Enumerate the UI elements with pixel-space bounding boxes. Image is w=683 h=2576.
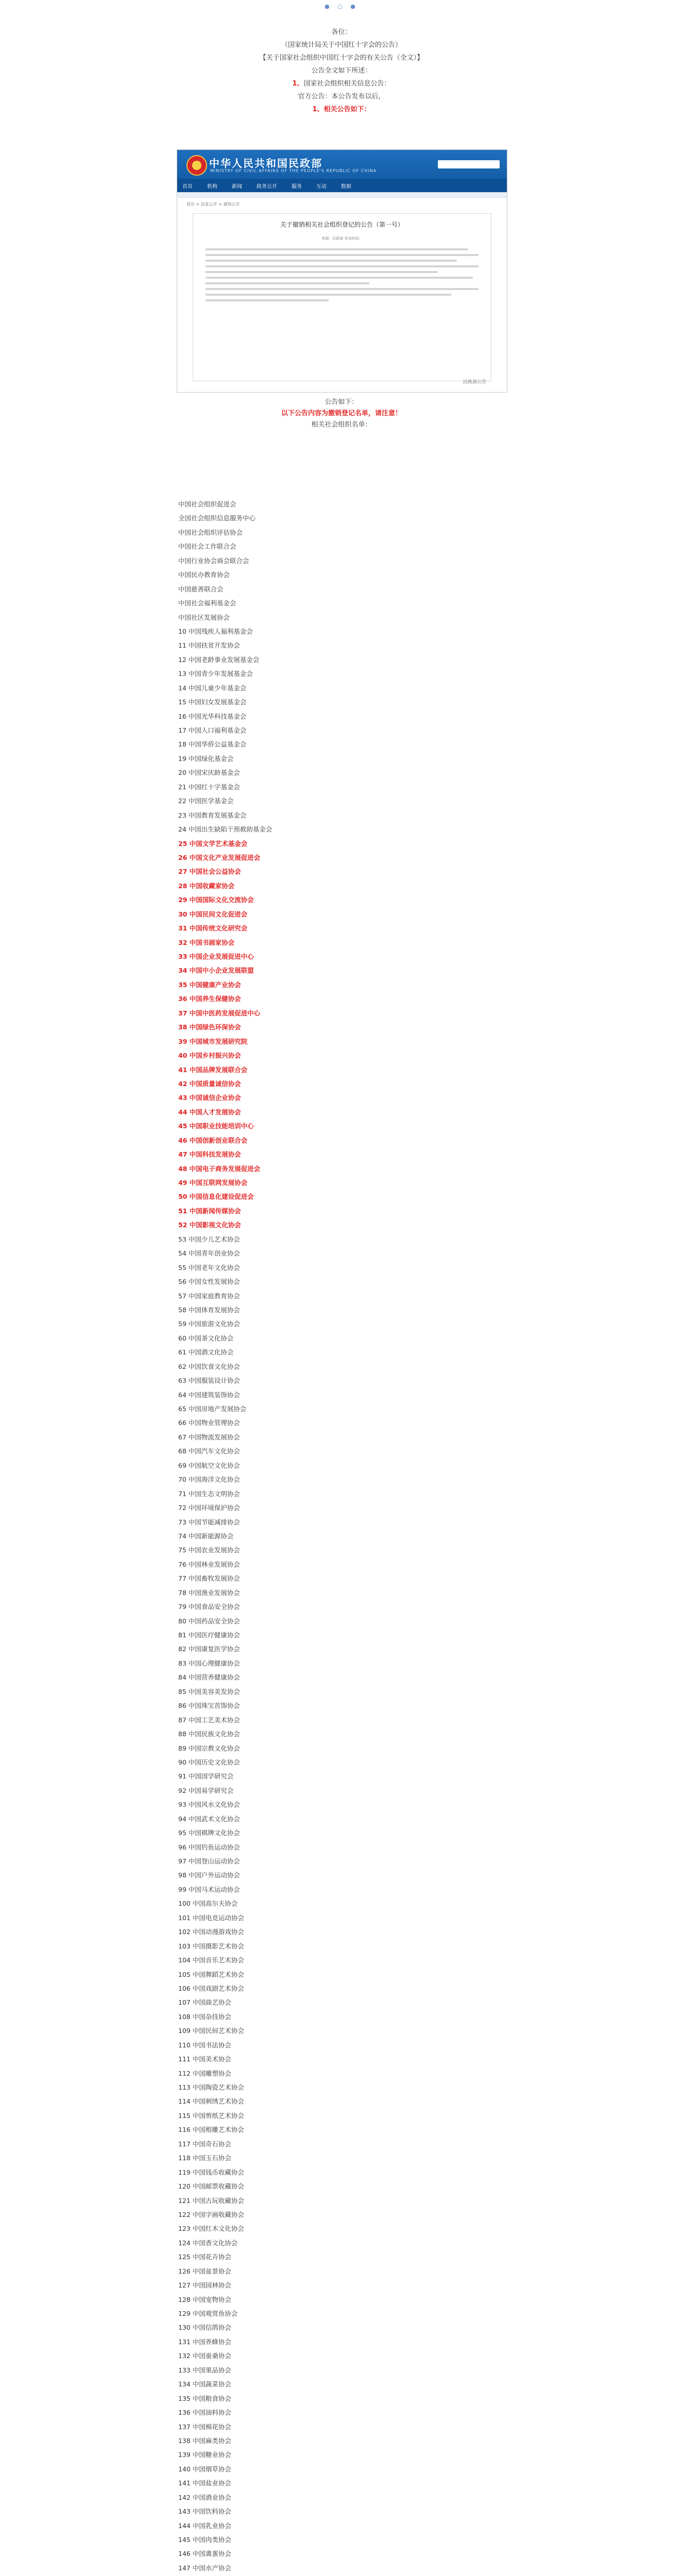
list-item: 73 中国节能减排协会 [178,1518,240,1526]
list-item: 83 中国心理健康协会 [178,1659,240,1667]
list-item: 43 中国诚信企业协会 [178,1094,241,1102]
list-item: 125 中国花卉协会 [178,2253,231,2261]
list-item: 94 中国武术文化协会 [178,1815,240,1823]
list-item: 137 中国棉花协会 [178,2422,231,2431]
gov-site-subtitle: MINISTRY OF CIVIL AFFAIRS OF THE PEOPLE'S REPUBLIC OF CHINA [210,168,377,173]
list-item: 138 中国麻类协会 [178,2436,231,2445]
gov-doc-title: 关于撤销相关社会组织登记的公告（第一号） [280,221,404,228]
list-item: 110 中国书法协会 [178,2041,231,2049]
list-item: 136 中国油料协会 [178,2409,231,2417]
list-item: 84 中国营养健康协会 [178,1673,240,1682]
caption-line-highlight: 以下公告内容为撤销登记名单，请注意！ [281,410,402,417]
list-item: 87 中国工艺美术协会 [178,1716,240,1724]
gov-text-line [206,294,451,296]
list-item: 32 中国书画家协会 [178,938,235,946]
list-item: 129 中国观赏鱼协会 [178,2310,238,2317]
list-item: 64 中国建筑装饰协会 [178,1391,240,1399]
list-item: 104 中国音乐艺术协会 [178,1956,244,1964]
gov-site-title: 中华人民共和国民政部 [209,157,322,170]
list-item: 67 中国物流发展协会 [178,1433,240,1441]
list-item: 44 中国人才发展协会 [178,1108,241,1116]
list-item: 58 中国体育发展协会 [178,1306,240,1314]
list-item: 中国民办教育协会 [178,571,230,579]
list-item: 14 中国儿童少年基金会 [178,684,247,692]
list-item: 61 中国酒文化协会 [178,1348,234,1357]
list-item: 95 中国棋牌文化协会 [178,1829,240,1837]
list-item: 130 中国信鸽协会 [178,2324,231,2332]
list-item: 115 中国剪纸艺术协会 [178,2111,244,2120]
list-item: 57 中国家庭教育协会 [178,1292,240,1300]
list-item: 31 中国传统文化研究会 [178,924,248,933]
list-item: 92 中国易学研究会 [178,1786,234,1794]
list-item: 62 中国饮食文化协会 [178,1362,240,1370]
list-item: 35 中国健康产业协会 [178,980,241,989]
list-item: 48 中国电子商务发展促进会 [178,1164,261,1173]
list-item: 36 中国养生保健协会 [178,995,241,1003]
list-item: 134 中国蔬菜协会 [178,2380,231,2388]
list-item: 100 中国高尔夫协会 [178,1900,238,1908]
list-item: 28 中国收藏家协会 [178,882,235,890]
list-item: 22 中国医学基金会 [178,797,234,805]
intro-line: 官方公告：本公告发布以后， [298,93,385,100]
list-item: 105 中国舞蹈艺术协会 [178,1970,244,1978]
list-item: 中国社会工作联合会 [178,543,236,551]
list-item: 56 中国女性发展协会 [178,1278,240,1286]
list-item: 59 中国旅游文化协会 [178,1320,240,1328]
list-item: 39 中国城市发展研究院 [178,1037,248,1045]
list-item: 106 中国戏剧艺术协会 [178,1984,244,1992]
gov-header [177,150,507,179]
caption-line: 相关社会组织名单： [311,421,372,429]
list-item: 34 中国中小企业发展联盟 [178,967,254,975]
list-item: 81 中国医疗健康协会 [178,1631,240,1639]
list-item: 15 中国妇女发展基金会 [178,698,247,706]
list-item: 中国社会福利基金会 [178,599,236,607]
list-item: 121 中国古玩收藏协会 [178,2196,244,2205]
list-item: 54 中国青年创业协会 [178,1249,240,1258]
list-item: 128 中国宠物协会 [178,2295,231,2303]
list-item: 107 中国曲艺协会 [178,1998,231,2007]
list-item: 96 中国钓鱼运动协会 [178,1843,240,1851]
list-item: 143 中国饮料协会 [178,2507,231,2516]
list-item: 135 中国粮食协会 [178,2394,231,2402]
list-item: 50 中国信息化建设促进会 [178,1193,254,1201]
intro-line [0,77,683,90]
list-item: 55 中国老年文化协会 [178,1263,240,1272]
gov-nav-item: 首页 [182,183,193,190]
list-item: 120 中国邮票收藏协会 [178,2182,244,2191]
gov-nav-item: 数据 [341,183,351,190]
intro-text: 国家社会组织相关信息公告： [303,80,391,88]
list-item: 75 中国农业发展协会 [178,1546,240,1554]
list-item: 146 中国禽蛋协会 [178,2550,231,2558]
gov-text-line [206,282,369,284]
list-item: 47 中国科技发展协会 [178,1150,241,1159]
caption-line: 公告如下： [325,398,358,406]
list-item: 145 中国肉类协会 [178,2536,231,2544]
list-item: 102 中国动漫游戏协会 [178,1928,244,1936]
list-item: 124 中国香文化协会 [178,2239,238,2247]
list-item: 10 中国残疾人福利基金会 [178,627,253,635]
list-item: 17 中国人口福利基金会 [178,726,247,734]
list-item: 101 中国电竞运动协会 [178,1913,244,1922]
list-item: 23 中国教育发展基金会 [178,811,247,819]
list-item: 49 中国互联网发展协会 [178,1179,248,1187]
list-item: 88 中国民族文化协会 [178,1730,240,1738]
gov-nav-item: 政务公开 [257,183,277,190]
list-item: 中国行业协会商会联合会 [178,556,249,565]
list-item: 69 中国航空文化协会 [178,1461,240,1469]
list-item: 79 中国食品安全协会 [178,1603,240,1611]
list-item: 70 中国海洋文化协会 [178,1476,240,1484]
list-item: 21 中国红十字基金会 [178,783,240,791]
gov-nav-item: 互动 [316,183,327,190]
list-item: 11 中国扶贫开发协会 [178,641,240,650]
list-item: 144 中国乳业协会 [178,2521,231,2530]
list-item: 37 中国中医药发展促进中心 [178,1009,261,1017]
gov-document [193,213,491,381]
list-item: 全国社会组织信息服务中心 [178,514,256,522]
intro-line: 公告全文如下所述： [311,67,372,75]
list-item: 91 中国国学研究会 [178,1772,234,1781]
list-item: 127 中国园林协会 [178,2281,231,2290]
list-item: 77 中国畜牧发展协会 [178,1574,240,1583]
list-item: 72 中国环境保护协会 [178,1504,240,1512]
list-item: 38 中国绿色环保协会 [178,1023,241,1031]
gov-text-line [206,288,479,290]
list-item: 25 中国文学艺术基金会 [178,839,248,848]
list-item: 中国社区发展协会 [178,613,230,621]
list-item: 119 中国钱币收藏协会 [178,2168,244,2176]
organization-list [178,497,508,2576]
gov-footer-note: 民政部公告 [463,380,486,385]
intro-line: 【关于国家社会组织中国红十字会的有关公告（全文）】 [259,54,424,62]
list-item: 29 中国国际文化交流协会 [178,896,254,904]
gov-text-line [206,260,457,262]
list-item: 41 中国品牌发展联合会 [178,1065,248,1074]
list-item: 99 中国马术运动协会 [178,1885,240,1893]
list-item: 112 中国雕塑协会 [178,2069,231,2077]
list-item: 93 中国风水文化协会 [178,1801,240,1809]
gov-nav-item: 新闻 [232,183,242,190]
list-item: 122 中国字画收藏协会 [178,2210,244,2218]
gov-text-line [206,254,479,256]
list-item: 141 中国盐业协会 [178,2479,231,2487]
list-item: 118 中国玉石协会 [178,2154,231,2162]
gov-doc-meta: 来源：民政部 发布时间： [321,236,363,241]
list-item: 33 中国企业发展促进中心 [178,953,254,960]
list-item: 89 中国宗教文化协会 [178,1744,240,1752]
list-item: 85 中国美容美发协会 [178,1687,240,1696]
gov-nav-item: 机构 [207,183,217,190]
list-item: 74 中国新能源协会 [178,1532,234,1540]
list-item: 65 中国房地产发展协会 [178,1405,247,1413]
gov-website-screenshot [177,149,507,393]
list-item: 18 中国华侨公益基金会 [178,740,247,749]
gov-text-line [206,271,438,273]
gov-band [177,192,507,198]
list-item: 12 中国老龄事业发展基金会 [178,655,260,664]
list-item: 20 中国宋庆龄基金会 [178,769,240,777]
list-item: 114 中国刺绣艺术协会 [178,2097,244,2106]
list-item: 86 中国珠宝首饰协会 [178,1702,240,1710]
list-item: 126 中国盆景协会 [178,2267,231,2275]
caption-block [0,397,683,431]
list-item: 123 中国红木文化协会 [178,2225,244,2233]
intro-line: （国家统计局关于中国红十字会的公告） [281,41,402,49]
list-item: 63 中国服装设计协会 [178,1377,240,1385]
list-item: 80 中国药品安全协会 [178,1617,240,1625]
list-item: 中国社会组织促进会 [178,500,236,508]
list-item: 132 中国蚕桑协会 [178,2352,231,2360]
list-item: 133 中国果品协会 [178,2366,231,2374]
gov-search-input [438,160,500,168]
list-item: 90 中国历史文化协会 [178,1758,240,1766]
list-item: 42 中国质量诚信协会 [178,1079,241,1088]
list-item: 131 中国养蜂协会 [178,2337,231,2346]
intro-line-highlight: 1、相关公告如下： [312,106,371,113]
list-item: 142 中国酒业协会 [178,2493,231,2501]
list-item: 111 中国美术协会 [178,2055,231,2063]
list-item: 139 中国糖业协会 [178,2451,231,2459]
gov-text-line [206,265,479,267]
intro-highlight: 1、 [292,80,304,88]
list-item: 108 中国杂技协会 [178,2012,231,2021]
list-item: 46 中国创新创业联合会 [178,1136,248,1144]
list-item: 13 中国青少年发展基金会 [178,670,253,678]
list-item: 40 中国乡村振兴协会 [178,1052,241,1060]
list-item: 68 中国汽车文化协会 [178,1447,240,1455]
list-item: 71 中国生态文明协会 [178,1489,240,1498]
list-item: 78 中国渔业发展协会 [178,1588,240,1597]
list-item: 97 中国登山运动协会 [178,1857,240,1865]
list-item: 中国慈善联合会 [178,585,224,593]
list-item: 52 中国影视文化协会 [178,1221,241,1229]
list-item: 51 中国新闻传媒协会 [178,1207,241,1215]
list-item: 27 中国社会公益协会 [178,868,241,876]
list-item: 82 中国康复医学协会 [178,1645,240,1653]
list-item: 140 中国烟草协会 [178,2465,231,2473]
gov-text-line [206,248,468,250]
gov-text-line [206,299,329,301]
list-item: 76 中国林业发展协会 [178,1560,240,1568]
list-item: 117 中国奇石协会 [178,2140,231,2148]
list-item: 24 中国出生缺陷干预救助基金会 [178,825,272,834]
list-item: 103 中国摄影艺术协会 [178,1942,244,1950]
list-item: 53 中国少儿艺术协会 [178,1235,240,1243]
list-item: 45 中国职业技能培训中心 [178,1122,254,1130]
gov-breadcrumb: 首页 > 信息公开 > 通知公告 [186,202,240,207]
list-item: 66 中国物业管理协会 [178,1419,240,1427]
list-item: 26 中国文化产业发展促进会 [178,853,261,861]
list-item: 147 中国水产协会 [178,2564,231,2572]
list-item: 98 中国户外运动协会 [178,1871,240,1879]
list-item: 60 中国茶文化协会 [178,1334,234,1342]
list-item: 113 中国陶瓷艺术协会 [178,2083,244,2091]
list-item: 109 中国民间艺术协会 [178,2027,244,2035]
list-item: 16 中国光华科技基金会 [178,712,247,720]
national-emblem-icon [186,155,207,176]
list-item: 19 中国绿化基金会 [178,754,234,762]
list-item: 中国社会组织评估协会 [178,528,243,536]
intro-line: 各位： [331,28,352,36]
gov-nav-item: 服务 [292,183,302,190]
intro-block [0,26,683,116]
gov-nav [177,179,507,192]
gov-text-line [206,277,473,279]
list-item: 30 中国民间文化促进会 [178,910,248,918]
list-item: 116 中国根雕艺术协会 [178,2126,244,2134]
top-marker: ● ○ ● [325,3,358,10]
